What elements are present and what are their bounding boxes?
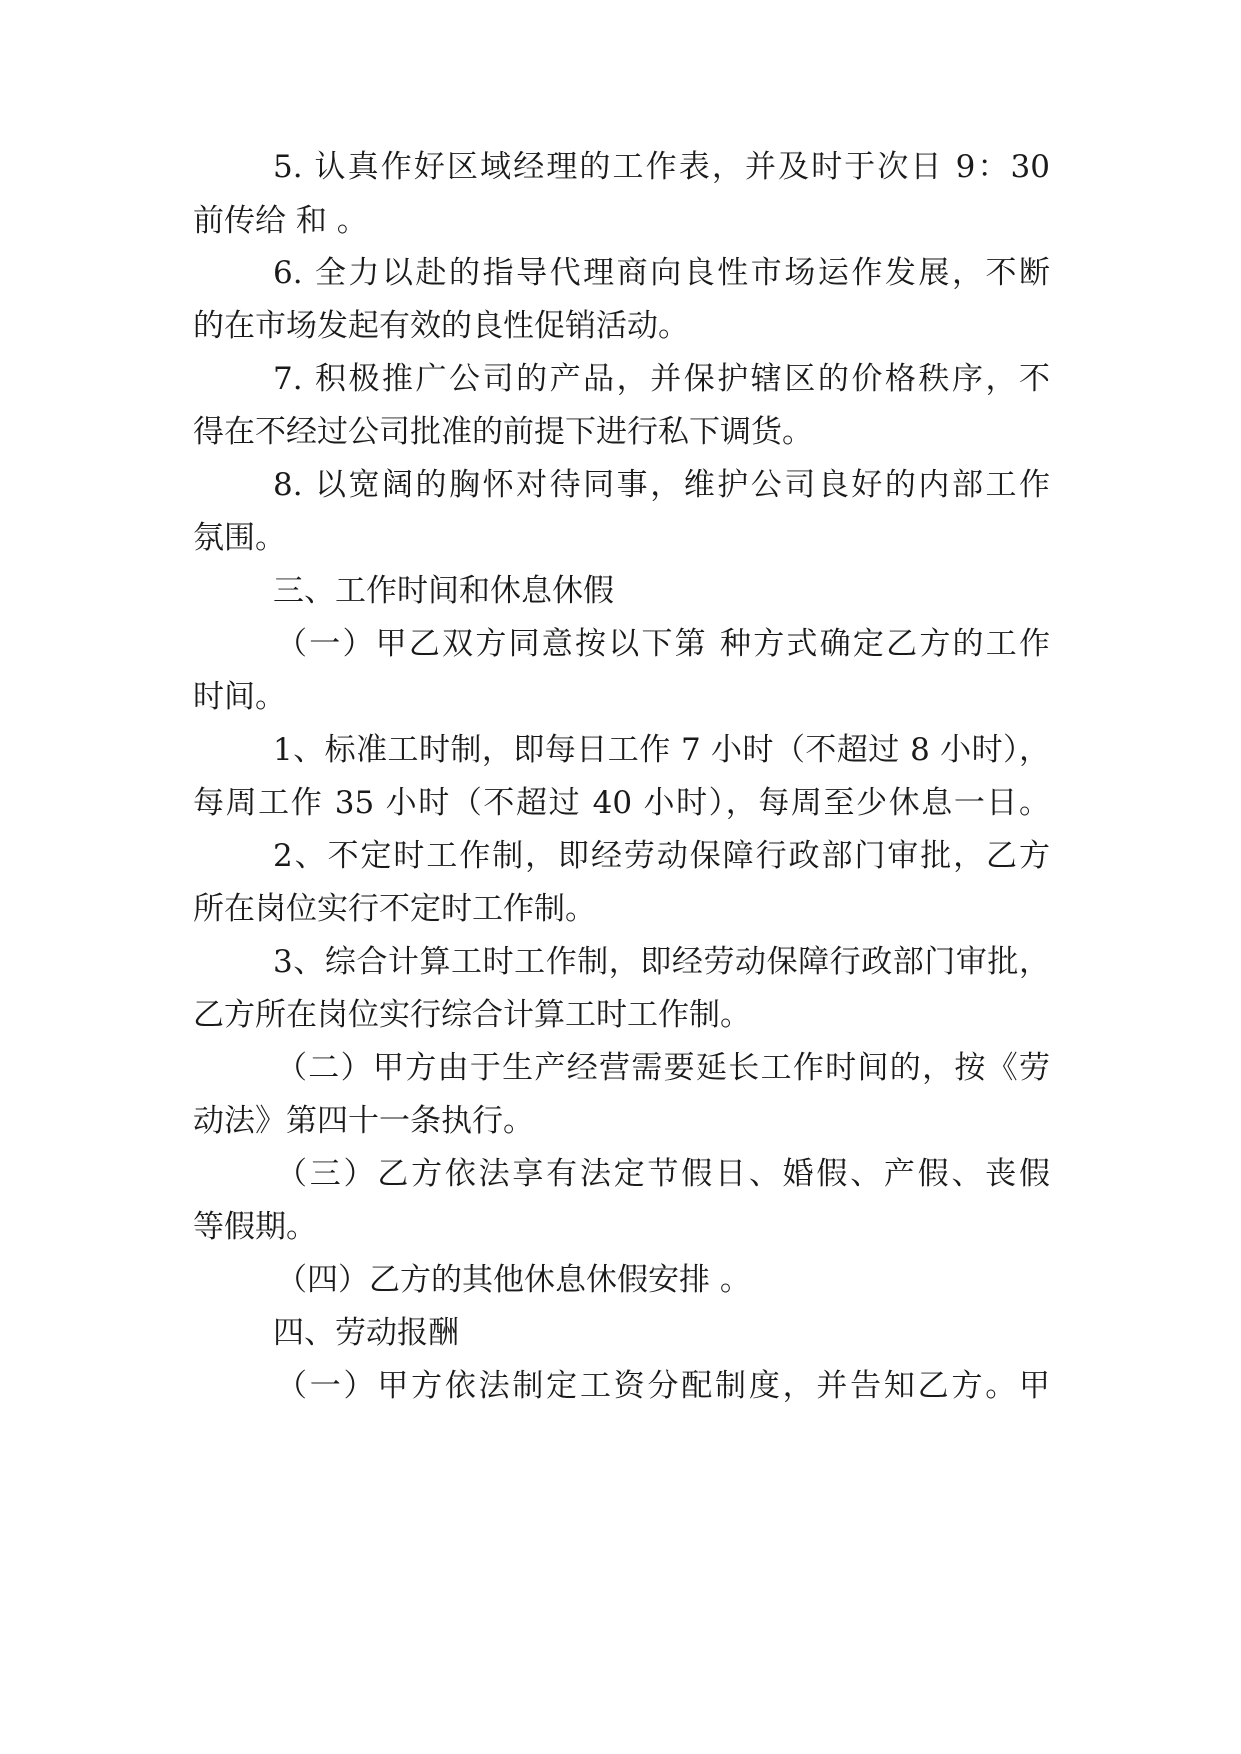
paragraph-line: 时间。 xyxy=(193,679,286,715)
paragraph-line: （三）乙方依法享有法定节假日、婚假、产假、丧假 xyxy=(276,1156,1050,1192)
section-heading: 四、劳动报酬 xyxy=(273,1315,459,1351)
paragraph-line: （二）甲方由于生产经营需要延长工作时间的，按《劳 xyxy=(276,1050,1050,1086)
paragraph-line: 前传给 和 。 xyxy=(193,203,368,239)
paragraph-line: 8. 以宽阔的胸怀对待同事，维护公司良好的内部工作 xyxy=(273,467,1050,503)
paragraph-line: 每周工作 35 小时（不超过 40 小时），每周至少休息一日。 xyxy=(193,785,1050,821)
paragraph-line: （四）乙方的其他休息休假安排 。 xyxy=(276,1262,751,1298)
paragraph-line: 2、不定时工作制，即经劳动保障行政部门审批，乙方 xyxy=(273,838,1050,874)
paragraph-line: 6. 全力以赴的指导代理商向良性市场运作发展，不断 xyxy=(273,255,1050,291)
paragraph-line: （一）甲乙双方同意按以下第 种方式确定乙方的工作 xyxy=(276,626,1050,662)
paragraph-line: 氛围。 xyxy=(193,520,286,556)
paragraph-line: 乙方所在岗位实行综合计算工时工作制。 xyxy=(193,997,751,1033)
paragraph-line: （一）甲方依法制定工资分配制度，并告知乙方。甲 xyxy=(276,1368,1050,1404)
paragraph-line: 5. 认真作好区域经理的工作表，并及时于次日 9：30 xyxy=(273,149,1050,185)
paragraph-line: 所在岗位实行不定时工作制。 xyxy=(193,891,596,927)
paragraph-line: 的在市场发起有效的良性促销活动。 xyxy=(193,308,689,344)
paragraph-line: 7. 积极推广公司的产品，并保护辖区的价格秩序，不 xyxy=(273,361,1050,397)
paragraph-line: 得在不经过公司批准的前提下进行私下调货。 xyxy=(193,414,813,450)
paragraph-line: 等假期。 xyxy=(193,1209,317,1245)
section-heading: 三、工作时间和休息休假 xyxy=(273,573,614,609)
paragraph-line: 3、综合计算工时工作制，即经劳动保障行政部门审批， xyxy=(273,944,1050,980)
paragraph-line: 动法》第四十一条执行。 xyxy=(193,1103,534,1139)
paragraph-line: 1、标准工时制，即每日工作 7 小时（不超过 8 小时）， xyxy=(273,732,1050,768)
